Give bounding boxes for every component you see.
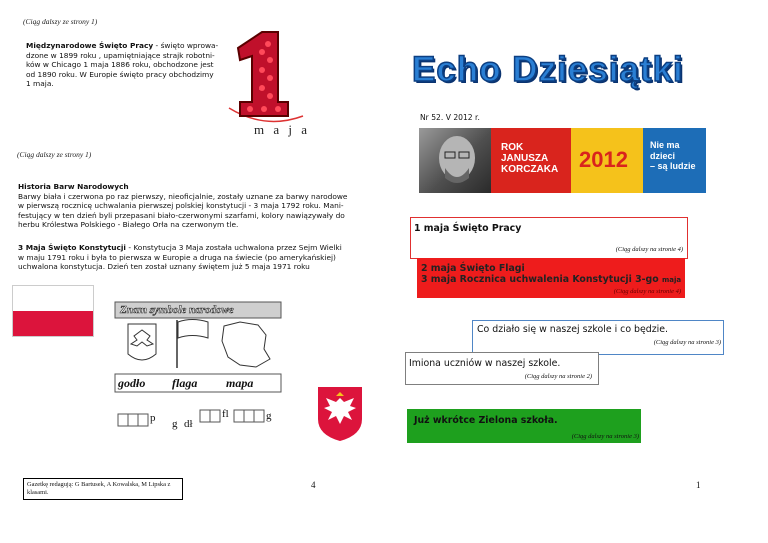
symbol-word-map: mapa [226, 376, 254, 390]
banner-line-rok: ROK [501, 142, 524, 153]
history-line: festujący w ten dzień byli przepasani biało-czerwonymi szarfami, kolory nawiązywały do [18, 210, 345, 220]
continued-note-middle: (Ciąg dalszy ze strony 1) [17, 150, 92, 159]
banner-year: 2012 [579, 147, 628, 172]
constitution-line: - Konstytucja 3 Maja została uchwalona przez Sejm Wielki [125, 243, 342, 252]
svg-text:1: 1 [259, 90, 260, 91]
may-day-title: Międzynarodowe Święto Pracy [26, 41, 154, 50]
teaser-title: Imiona uczniów w naszej szkole. [409, 358, 561, 369]
symbol-word-emblem: godło [118, 376, 146, 390]
national-symbols-worksheet [114, 300, 282, 440]
banner-line-janusza: JANUSZA [501, 153, 549, 164]
page-number-right: 1 [696, 480, 701, 490]
teaser-title: Już wkrótce Zielona szkoła. [414, 415, 558, 426]
teaser-continued: (Ciąg dalszy na stronie 4) [613, 288, 681, 295]
korczak-year-banner [419, 128, 706, 193]
history-line: Barwy biała i czerwona po raz pierwszy, nieoficjalnie, zostały uznane za barwy narodowe [18, 191, 348, 201]
tulip-number-one-image [228, 30, 290, 118]
puzzle-letter: fl [222, 408, 229, 420]
may-day-article [26, 41, 236, 89]
may-day-teaser-box[interactable] [410, 217, 688, 259]
school-events-teaser-box[interactable] [472, 320, 724, 355]
puzzle-letter: g [266, 410, 272, 422]
korczak-portrait-image [419, 128, 491, 193]
teaser-continued: (Ciąg dalszy na stronie 3) [653, 339, 721, 346]
history-line: herbu Królestwa Polskiego - Białego Orła na czerwonym tle. [18, 220, 239, 230]
teaser-title: 2 maja Święto Flagi [421, 263, 525, 274]
teaser-title: Co działo się w naszej szkole i co będzie. [477, 324, 668, 335]
symbols-title: Znam symbole narodowe [120, 304, 234, 316]
continued-note-top: (Ciąg dalszy ze strony 1) [23, 17, 98, 26]
banner-slogan-line: – są ludzie [650, 161, 696, 171]
puzzle-letter: p [150, 412, 156, 424]
issue-number: Nr 52. V 2012 r. [420, 113, 480, 122]
history-line: w pierwszą rocznicę uchwalania pierwszej polskiej konstytucji - 3 maja 1792 roku. Mani- [18, 201, 344, 211]
editors-credits: Gazetkę redagują: G Bartusek, A Kowalska, M Lipska z klasami. [23, 478, 183, 500]
symbol-word-flag: flaga [172, 376, 198, 390]
may-day-text: - święto wprowa- [153, 41, 219, 50]
banner-slogan-line: dzieci [650, 150, 676, 161]
puzzle-letter: dł [184, 418, 193, 430]
page-number-left: 4 [311, 480, 316, 490]
polish-coat-of-arms-image [315, 384, 365, 444]
polish-flag-image [12, 285, 94, 337]
may-day-line: 1 maja. [26, 79, 54, 89]
teaser-title-tail: maja [661, 276, 682, 284]
teaser-continued: (Ciąg dalszy na stronie 3) [571, 433, 639, 440]
banner-slogan-line: Nie ma [650, 140, 680, 150]
may-day-line: ków w Chicago 1 maja 1886 roku, obchodzone jest [26, 60, 214, 70]
puzzle-letter: g [172, 418, 178, 430]
flag-constitution-teaser-box[interactable] [417, 258, 685, 298]
constitution-article [18, 243, 398, 272]
history-title: Historia Barw Narodowych [18, 182, 129, 191]
newspaper-masthead: Echo Dziesiątki [412, 50, 684, 89]
may-day-line: od 1890 roku. W Europie święto pracy obchodzimy [26, 69, 214, 79]
constitution-title: 3 Maja Święto Konstytucji [18, 243, 126, 252]
teaser-title: 1 maja Święto Pracy [414, 223, 522, 234]
teaser-title: 3 maja Rocznica uchwalenia Konstytucji 3-go [421, 274, 659, 285]
constitution-line: uchwalona konstytucja. Dzień ten został uznany świętem już 5 maja 1971 roku [18, 262, 310, 272]
may-day-line: dzone w 1899 roku , upamiętniające strajk robotni- [26, 50, 215, 60]
history-article [18, 182, 398, 230]
calendar-label: m a j a [254, 122, 311, 137]
constitution-line: w maju 1791 roku i była to pierwsza w Europie a druga na świecie (po amerykańskiej) [18, 252, 336, 262]
green-school-teaser-box[interactable] [407, 409, 641, 443]
student-names-teaser-box[interactable] [405, 352, 599, 385]
banner-line-korczaka: KORCZAKA [501, 164, 559, 175]
teaser-continued: (Ciąg dalszy na stronie 2) [524, 373, 592, 380]
teaser-continued: (Ciąg dalszy na stronie 4) [615, 246, 683, 253]
